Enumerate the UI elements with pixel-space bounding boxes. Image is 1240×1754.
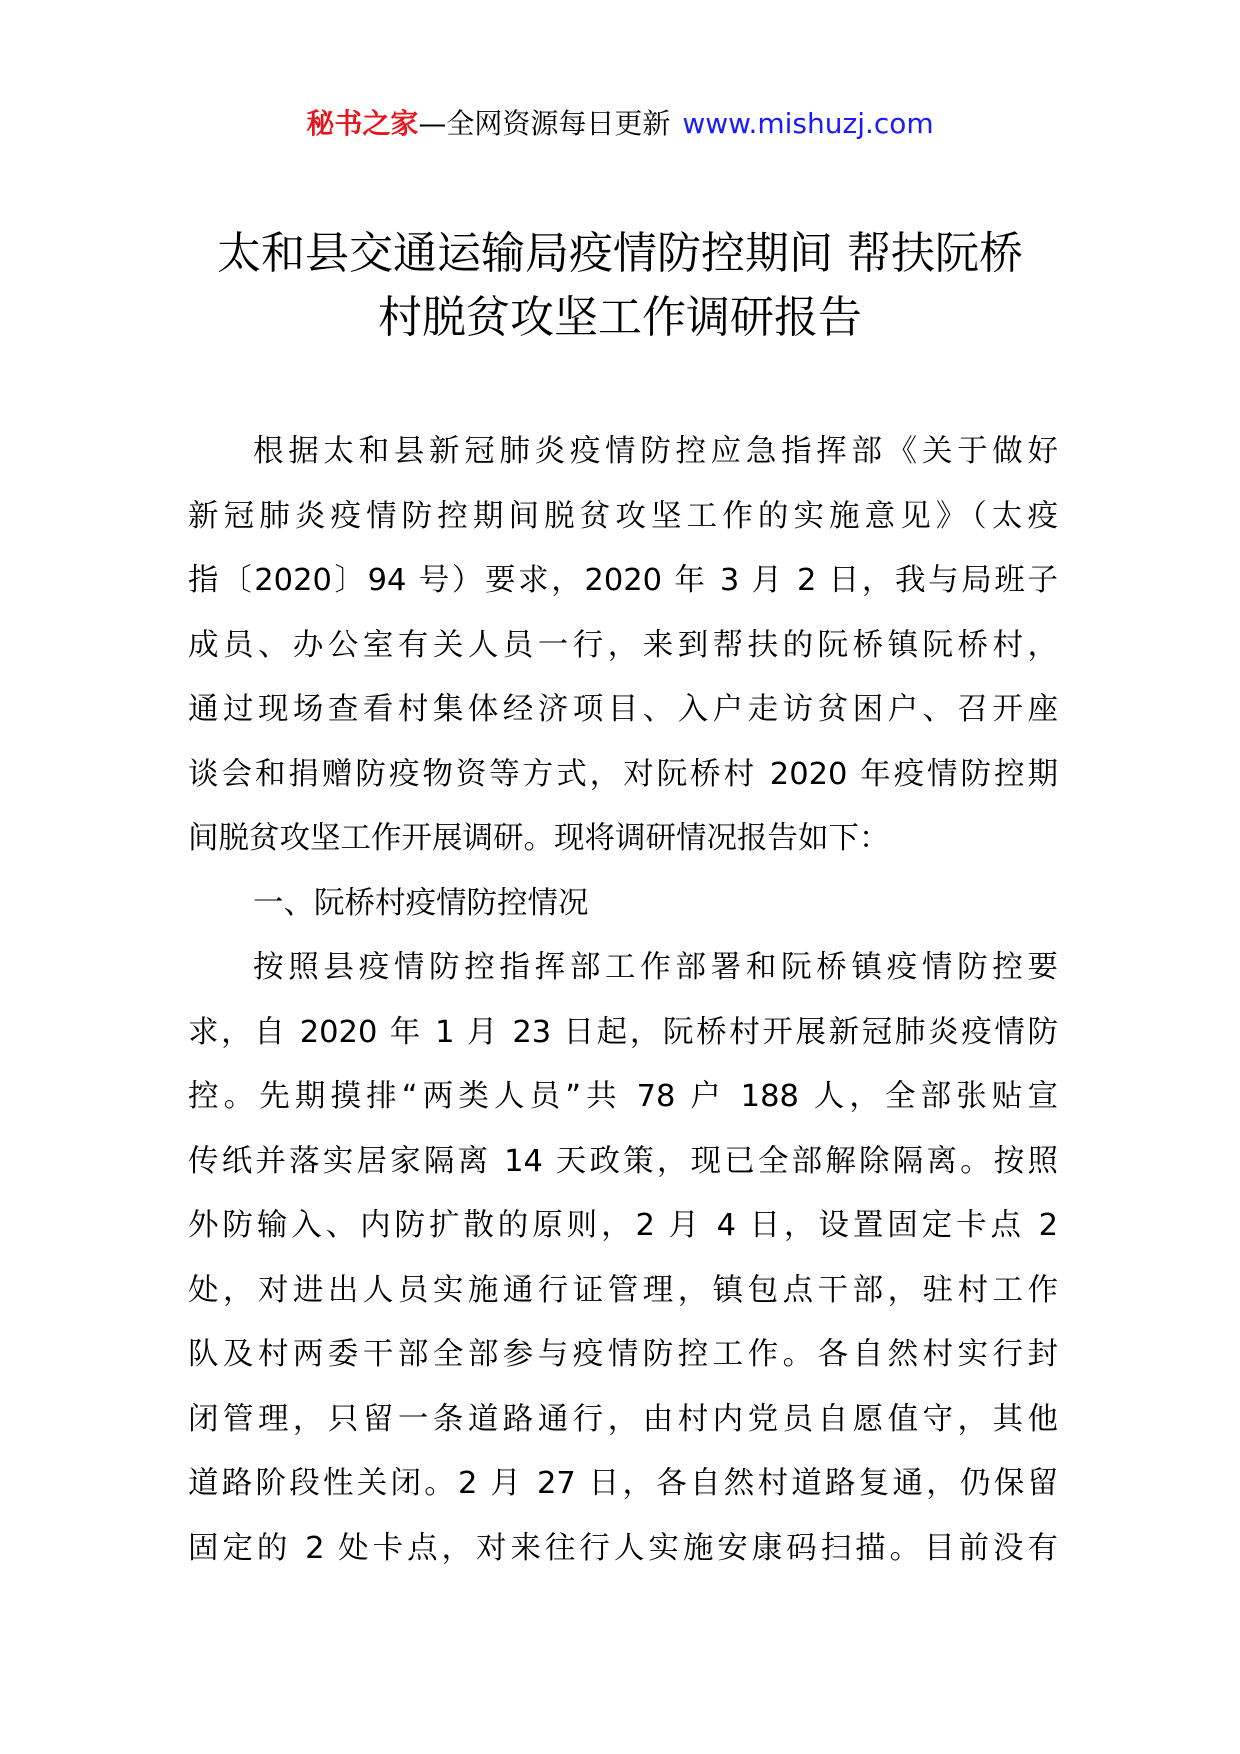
title-line-1: 太和县交通运输局疫情防控期间 帮扶阮桥 [217,228,1023,279]
site-header [0,104,1240,144]
site-tagline: —全网资源每日更新 [418,107,671,140]
text-line: 传纸并落实居家隔离 14 天政策，现已全部解除隔离。按照 [188,1143,1058,1179]
text-line: 外防输入、内防扩散的原则，2 月 4 日，设置固定卡点 2 [188,1208,1058,1243]
text-line: 队及村两委干部全部参与疫情防控工作。各自然村实行封 [188,1337,1058,1372]
text-line: 按照县疫情防控指挥部工作部署和阮桥镇疫情防控要 [253,950,1058,985]
text-line: 谈会和捐赠防疫物资等方式，对阮桥村 2020 年疫情防控期 [188,756,1058,792]
text-line: 固定的 2 处卡点，对来往行人实施安康码扫描。目前没有 [188,1530,1058,1566]
text-line: 处，对进出人员实施通行证管理，镇包点干部，驻村工作 [188,1272,1058,1308]
document-body [188,420,1058,1581]
text-line: 指〔2020〕94 号）要求，2020 年 3 月 2 日，我与局班子 [188,563,1058,598]
document-title [160,222,1080,350]
text-line: 新冠肺炎疫情防控期间脱贫攻坚工作的实施意见》（太疫 [188,498,1058,534]
text-line: 控。先期摸排“两类人员”共 78 户 188 人，全部张贴宣 [188,1079,1058,1114]
text-line: 道路阶段性关闭。2 月 27 日，各自然村道路复通，仍保留 [188,1466,1058,1501]
paragraph-section-1 [188,936,1058,1581]
site-brand: 秘书之家 [306,107,419,140]
text-line: 间脱贫攻坚工作开展调研。现将调研情况报告如下： [188,821,890,856]
text-line: 求，自 2020 年 1 月 23 日起，阮桥村开展新冠肺炎疫情防 [188,1014,1058,1050]
site-url-link[interactable]: www.mishuzj.com [682,107,934,140]
section-heading: 一、阮桥村疫情防控情况 [253,885,589,921]
paragraph-intro [188,420,1058,872]
text-line: 根据太和县新冠肺炎疫情防控应急指挥部《关于做好 [253,434,1058,469]
text-line: 闭管理，只留一条道路通行，由村内党员自愿值守，其他 [188,1401,1058,1437]
text-line: 通过现场查看村集体经济项目、入户走访贫困户、召开座 [188,692,1058,727]
title-line-2: 村脱贫攻坚工作调研报告 [378,292,862,343]
text-line: 成员、办公室有关人员一行，来到帮扶的阮桥镇阮桥村， [188,627,1058,663]
